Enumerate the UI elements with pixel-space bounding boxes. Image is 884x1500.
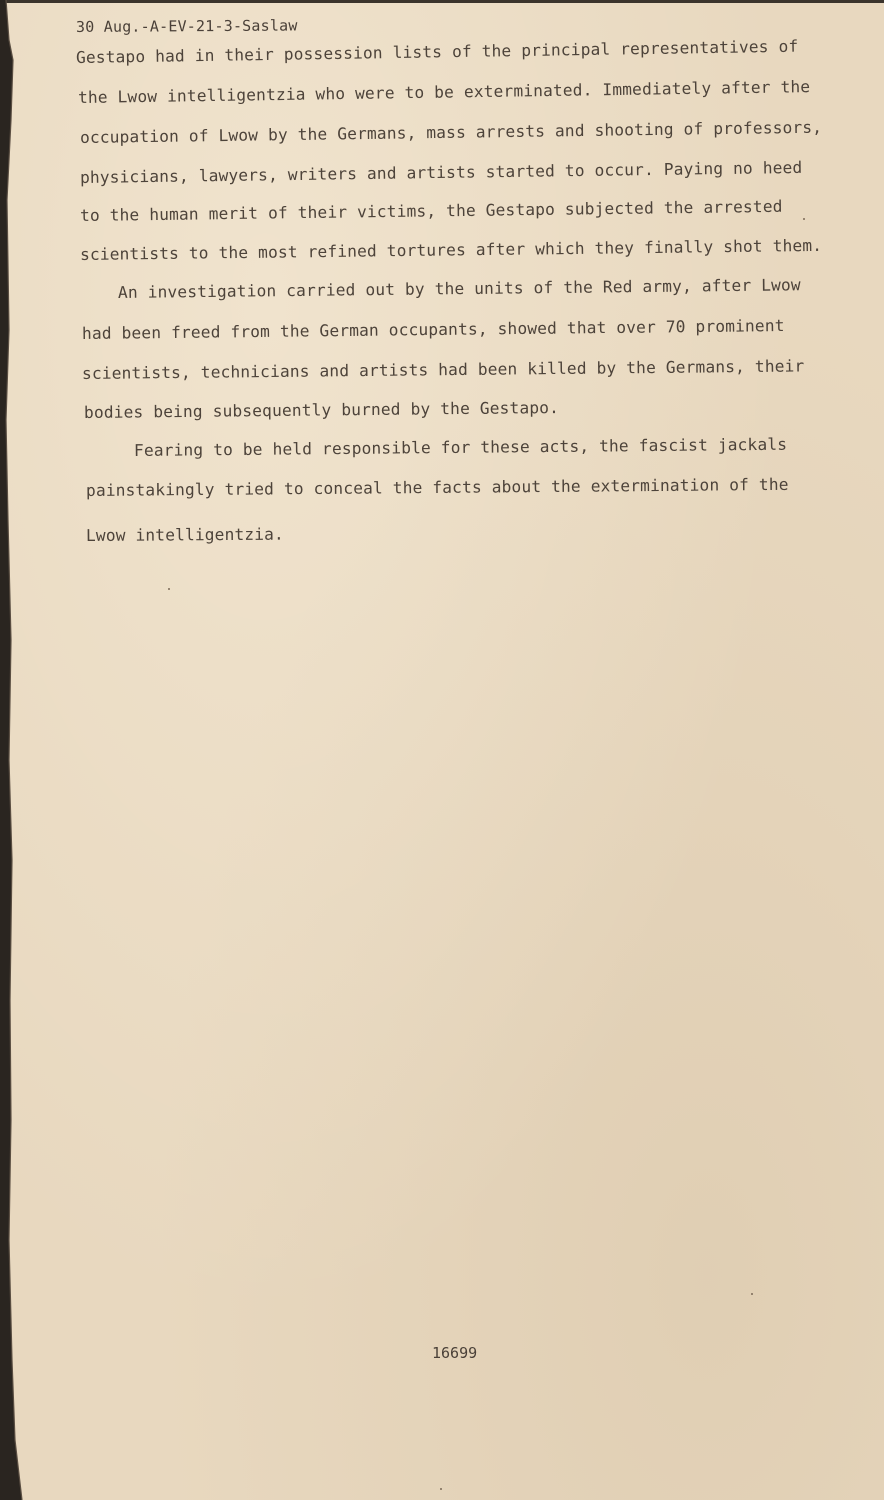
text-line: to the human merit of their victims, the Gestapo subjected the arrested — [79, 196, 783, 225]
paper-speck — [803, 218, 805, 220]
paper-speck — [751, 1293, 753, 1295]
page-top-edge — [0, 0, 884, 3]
document-header: 30 Aug.-A-EV-21-3-Saslaw — [75, 16, 298, 36]
torn-left-edge — [0, 0, 24, 1500]
text-line: scientists, technicians and artists had been killed by the Germans, their — [81, 356, 805, 383]
text-line: painstakingly tried to conceal the facts about the extermination of the — [85, 474, 789, 500]
text-line: physicians, lawyers, writers and artists started to occur. Paying no heed — [79, 157, 803, 187]
text-line: had been freed from the German occupants, showed that over 70 prominent — [81, 316, 785, 343]
text-line: bodies being subsequently burned by the Gestapo. — [83, 398, 560, 422]
text-line: An investigation carried out by the units of the Red army, after Lwow — [117, 275, 801, 302]
paper-speck — [168, 588, 170, 590]
text-line: occupation of Lwow by the Germans, mass arrests and shooting of professors, — [79, 117, 823, 147]
paper-speck — [440, 1488, 442, 1490]
text-line: Gestapo had in their possession lists of the principal representatives of — [75, 36, 799, 67]
text-line: the Lwow intelligentzia who were to be exterminated. Immediately after the — [77, 77, 811, 107]
text-line: Lwow intelligentzia. — [85, 524, 284, 545]
page-number: 16699 — [432, 1344, 478, 1362]
text-line: scientists to the most refined tortures after which they finally shot them. — [79, 235, 823, 264]
text-line: Fearing to be held responsible for these acts, the fascist jackals — [133, 434, 788, 460]
